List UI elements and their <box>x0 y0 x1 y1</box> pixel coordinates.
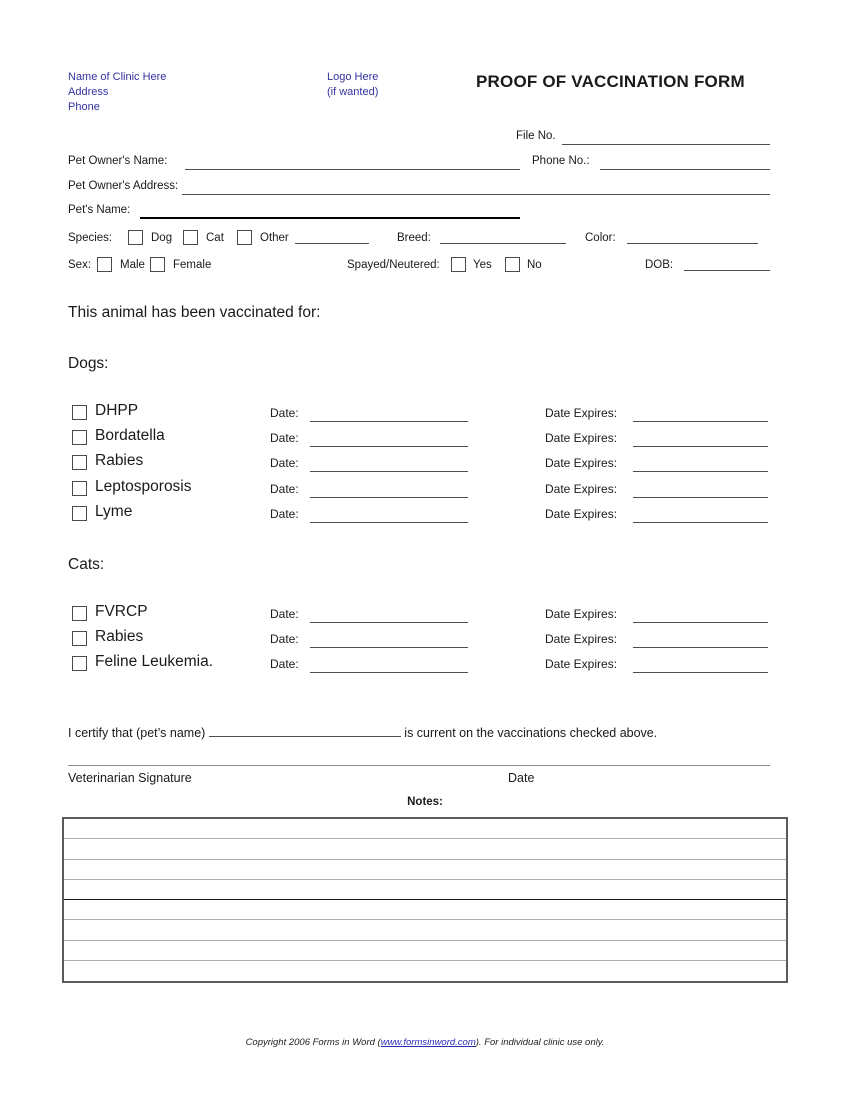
dog-bordatella-expires-field[interactable] <box>633 432 768 447</box>
spayed-yes-label: Yes <box>473 259 492 271</box>
notes-line[interactable] <box>64 961 786 981</box>
spayed-yes-checkbox[interactable] <box>451 257 466 272</box>
cat-rabies-date-field[interactable] <box>310 633 468 648</box>
veterinarian-signature-label: Veterinarian Signature <box>68 771 192 785</box>
date-label: Date: <box>270 632 299 646</box>
species-label: Species: <box>68 232 113 244</box>
cat-rabies-expires-field[interactable] <box>633 633 768 648</box>
spayed-no-label: No <box>527 259 542 271</box>
vaccine-name: Bordatella <box>95 427 165 444</box>
dog-rabies-expires-field[interactable] <box>633 457 768 472</box>
pet-name-label: Pet's Name: <box>68 204 131 216</box>
vaccine-name: FVRCP <box>95 603 148 620</box>
vaccine-name: Rabies <box>95 452 144 469</box>
species-other-field[interactable] <box>295 229 369 244</box>
vaccine-row-dog-rabies <box>68 454 770 476</box>
vaccine-row-cat-rabies <box>68 630 770 652</box>
notes-line[interactable] <box>64 839 786 859</box>
vaccine-row-feline-leukemia <box>68 655 770 677</box>
cat-fvrcp-expires-field[interactable] <box>633 608 768 623</box>
vaccine-row-lyme <box>68 505 770 527</box>
color-label: Color: <box>585 232 616 244</box>
cat-feline-leukemia-checkbox[interactable] <box>72 656 87 671</box>
copyright-prefix: Copyright 2006 Forms in Word ( <box>245 1037 381 1048</box>
signature-date-label: Date <box>508 771 535 785</box>
dob-field[interactable] <box>684 256 770 271</box>
vaccine-name: Leptosporosis <box>95 478 192 495</box>
file-no-field[interactable] <box>562 130 770 145</box>
notes-line[interactable] <box>64 819 786 839</box>
notes-label: Notes: <box>407 796 443 808</box>
date-label: Date: <box>270 657 299 671</box>
dob-label: DOB: <box>645 259 674 271</box>
dog-rabies-checkbox[interactable] <box>72 455 87 470</box>
dog-dhpp-checkbox[interactable] <box>72 405 87 420</box>
dogs-heading: Dogs: <box>68 355 109 372</box>
logo-line-2: (if wanted) <box>327 86 379 98</box>
species-dog-checkbox[interactable] <box>128 230 143 245</box>
date-expires-label: Date Expires: <box>545 406 618 420</box>
date-label: Date: <box>270 406 299 420</box>
date-expires-label: Date Expires: <box>545 456 618 470</box>
logo-placeholder <box>327 70 378 100</box>
species-cat-label: Cat <box>206 232 224 244</box>
vaccine-row-bordatella <box>68 429 770 451</box>
certification-statement <box>68 724 657 740</box>
date-expires-label: Date Expires: <box>545 632 618 646</box>
owner-address-field[interactable] <box>182 180 770 195</box>
dog-leptosporosis-expires-field[interactable] <box>633 483 768 498</box>
sex-male-checkbox[interactable] <box>97 257 112 272</box>
certify-prefix: I certify that (pet’s name) <box>68 726 206 740</box>
date-label: Date: <box>270 607 299 621</box>
cat-feline-leukemia-date-field[interactable] <box>310 658 468 673</box>
breed-field[interactable] <box>440 229 566 244</box>
notes-box <box>62 817 788 983</box>
spayed-neutered-label: Spayed/Neutered: <box>347 259 440 271</box>
vaccinated-for-heading: This animal has been vaccinated for: <box>68 304 321 321</box>
dog-lyme-checkbox[interactable] <box>72 506 87 521</box>
notes-line[interactable] <box>64 920 786 940</box>
vaccine-name: Lyme <box>95 503 133 520</box>
cat-feline-leukemia-expires-field[interactable] <box>633 658 768 673</box>
copyright-footer <box>0 1037 850 1048</box>
copyright-suffix: ). For individual clinic use only. <box>475 1037 605 1048</box>
page-title: PROOF OF VACCINATION FORM <box>476 72 745 91</box>
vaccine-name: Feline Leukemia. <box>95 653 214 670</box>
color-field[interactable] <box>627 229 758 244</box>
dog-bordatella-date-field[interactable] <box>310 432 468 447</box>
dog-rabies-date-field[interactable] <box>310 457 468 472</box>
phone-no-label: Phone No.: <box>532 155 590 167</box>
clinic-info-block <box>68 70 166 115</box>
species-other-checkbox[interactable] <box>237 230 252 245</box>
breed-label: Breed: <box>397 232 431 244</box>
date-expires-label: Date Expires: <box>545 431 618 445</box>
logo-line-1: Logo Here <box>327 71 379 83</box>
vaccine-name: Rabies <box>95 628 144 645</box>
cat-fvrcp-date-field[interactable] <box>310 608 468 623</box>
owner-address-label: Pet Owner's Address: <box>68 180 179 192</box>
dog-lyme-date-field[interactable] <box>310 508 468 523</box>
date-expires-label: Date Expires: <box>545 507 618 521</box>
vaccine-name: DHPP <box>95 402 139 419</box>
formsinword-link[interactable]: www.formsinword.com <box>380 1037 476 1048</box>
clinic-address: Address <box>68 86 109 98</box>
clinic-name: Name of Clinic Here <box>68 71 167 83</box>
date-label: Date: <box>270 507 299 521</box>
spayed-no-checkbox[interactable] <box>505 257 520 272</box>
dog-dhpp-expires-field[interactable] <box>633 407 768 422</box>
certify-pet-name-field[interactable] <box>209 724 401 737</box>
date-expires-label: Date Expires: <box>545 482 618 496</box>
owner-name-label: Pet Owner's Name: <box>68 155 168 167</box>
dog-leptosporosis-date-field[interactable] <box>310 483 468 498</box>
vaccine-row-dhpp <box>68 404 770 426</box>
cat-rabies-checkbox[interactable] <box>72 631 87 646</box>
sex-female-checkbox[interactable] <box>150 257 165 272</box>
dog-lyme-expires-field[interactable] <box>633 508 768 523</box>
vaccine-row-leptosporosis <box>68 480 770 502</box>
notes-line[interactable] <box>64 941 786 961</box>
sex-male-label: Male <box>120 259 145 271</box>
species-other-label: Other <box>260 232 289 244</box>
species-dog-label: Dog <box>151 232 173 244</box>
file-no-label: File No. <box>516 130 556 142</box>
date-expires-label: Date Expires: <box>545 607 618 621</box>
notes-line[interactable] <box>64 900 786 920</box>
cat-fvrcp-checkbox[interactable] <box>72 606 87 621</box>
species-cat-checkbox[interactable] <box>183 230 198 245</box>
dog-leptosporosis-checkbox[interactable] <box>72 481 87 496</box>
date-expires-label: Date Expires: <box>545 657 618 671</box>
clinic-phone: Phone <box>68 101 100 113</box>
cats-heading: Cats: <box>68 556 105 573</box>
owner-name-field[interactable] <box>185 155 520 170</box>
sex-label: Sex: <box>68 259 92 271</box>
signature-line[interactable] <box>68 752 770 766</box>
phone-no-field[interactable] <box>600 155 770 170</box>
sex-female-label: Female <box>173 259 212 271</box>
date-label: Date: <box>270 456 299 470</box>
certify-suffix: is current on the vaccinations checked above. <box>404 726 658 740</box>
pet-name-field[interactable] <box>140 203 520 219</box>
notes-line[interactable] <box>64 860 786 880</box>
dog-bordatella-checkbox[interactable] <box>72 430 87 445</box>
dog-dhpp-date-field[interactable] <box>310 407 468 422</box>
vaccine-row-fvrcp <box>68 605 770 627</box>
date-label: Date: <box>270 431 299 445</box>
notes-line[interactable] <box>64 880 786 900</box>
date-label: Date: <box>270 482 299 496</box>
